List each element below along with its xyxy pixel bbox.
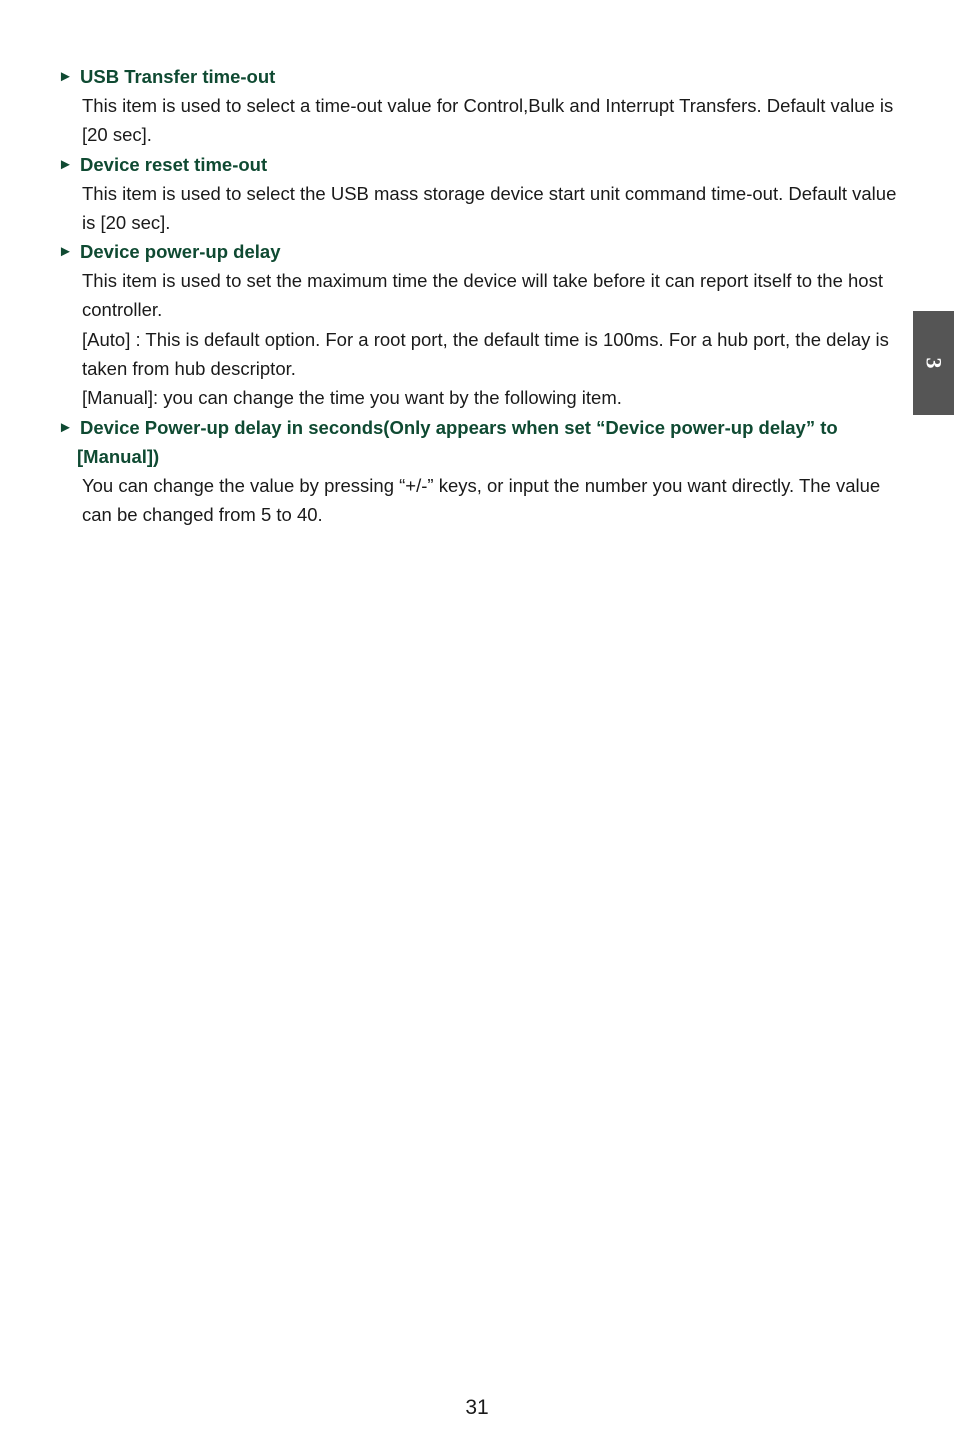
section-heading: [58, 62, 900, 91]
page-number: 31: [465, 1396, 489, 1419]
section-paragraph: This item is used to select a time-out value for Control,Bulk and Interrupt Transfers. Default value is [20 sec].: [82, 95, 894, 146]
triangle-bullet-icon: ►: [58, 418, 73, 436]
page-content: [58, 62, 900, 529]
section-heading: [58, 150, 900, 179]
chapter-tab: [913, 311, 954, 415]
section-title: USB Transfer time-out: [80, 66, 276, 87]
section-paragraph: [Manual]: you can change the time you want by the following item.: [82, 387, 622, 409]
section-heading: [58, 237, 900, 266]
triangle-bullet-icon: ►: [58, 243, 73, 261]
section-paragraph: This item is used to set the maximum time the device will take before it can report itself to the host controller.: [82, 270, 883, 321]
section-device-power-up-delay-seconds: [58, 413, 900, 530]
section-title: Device Power-up delay in seconds(Only appears when set “Device power-up delay” to: [80, 416, 838, 438]
triangle-bullet-icon: ►: [58, 155, 73, 173]
section-paragraph: You can change the value by pressing “+/-” keys, or input the number you want directly. The value can be changed from 5 to 40.: [82, 474, 881, 525]
section-paragraph: [Auto] : This is default option. For a root port, the default time is 100ms. For a hub port, the delay is taken from hub descriptor.: [82, 328, 889, 380]
section-title: Device reset time-out: [80, 153, 268, 175]
section-usb-transfer-timeout: [58, 62, 900, 150]
section-heading: [58, 413, 900, 471]
section-device-power-up-delay: [58, 237, 900, 412]
section-title-continuation: [Manual]): [77, 445, 160, 467]
chapter-tab-label: 3: [921, 357, 947, 369]
section-heading-line: [58, 413, 900, 442]
section-device-reset-timeout: [58, 150, 900, 238]
section-title: Device power-up delay: [80, 241, 281, 263]
triangle-bullet-icon: ►: [58, 68, 73, 85]
section-paragraph: This item is used to select the USB mass storage device start unit command time-out. Default value is [20 sec].: [82, 182, 897, 233]
